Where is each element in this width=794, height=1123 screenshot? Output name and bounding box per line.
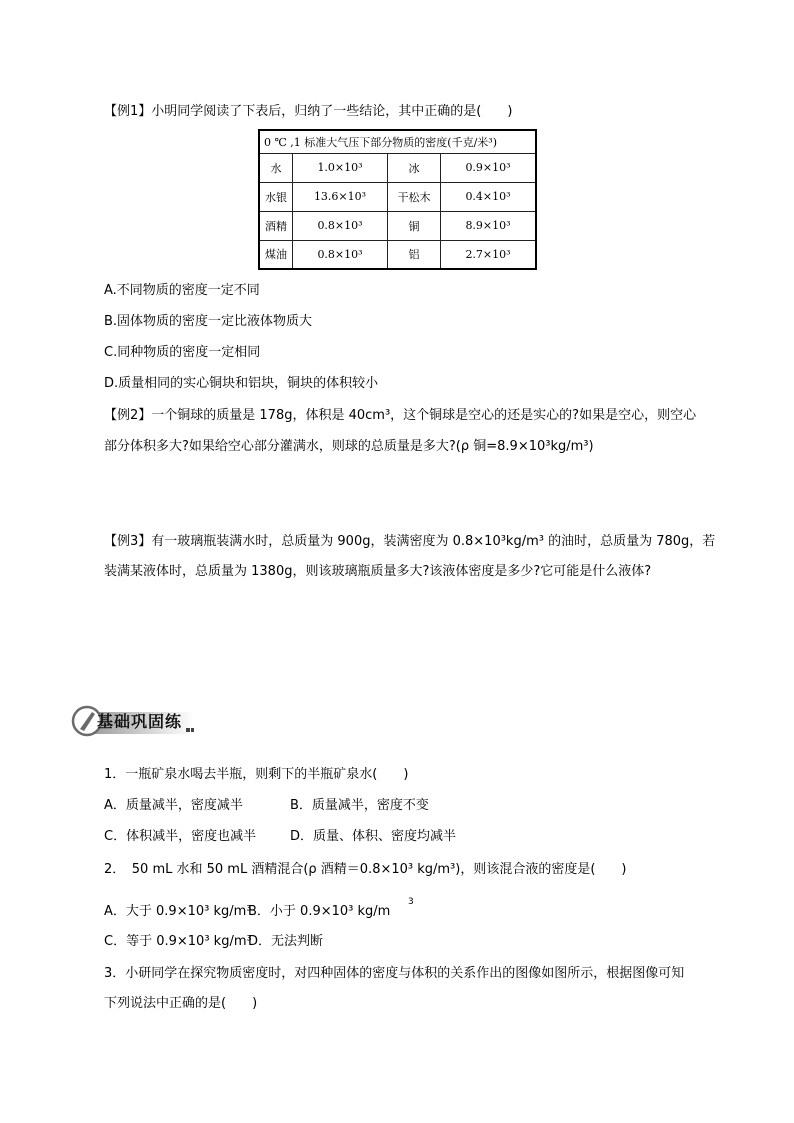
table-cell: 铝 xyxy=(388,240,441,269)
table-cell: 水 xyxy=(259,153,293,182)
table-cell: 13.6×10³ xyxy=(293,182,388,211)
density-table xyxy=(258,129,537,270)
option-d: D.质量相同的实心铜块和铝块，铜块的体积较小 xyxy=(104,376,379,391)
table-cell: 干松木 xyxy=(388,182,441,211)
q1-option-b: B．质量减半，密度不变 xyxy=(290,798,429,813)
q2-stem: 2． 50 mL 水和 50 mL 酒精混合(ρ 酒精＝0.8×10³ kg/m³)，则该混合液的密度是( ) xyxy=(104,862,627,877)
q2-option-d: D．无法判断 xyxy=(248,934,324,949)
q1-option-d: D．质量、体积、密度均减半 xyxy=(290,829,457,844)
table-cell: 0.8×10³ xyxy=(293,240,388,269)
table-row xyxy=(259,182,536,211)
q1-option-a: A．质量减半，密度减半 xyxy=(104,798,243,813)
example-1-question: 【例1】小明同学阅读了下表后，归纳了一些结论，其中正确的是( ) xyxy=(104,104,513,119)
table-cell: 酒精 xyxy=(259,211,293,240)
table-cell: 水银 xyxy=(259,182,293,211)
q2-option-b: B．小于 0.9×10³ kg/m xyxy=(248,904,391,919)
table-cell: 冰 xyxy=(388,153,441,182)
q2-option-c: C．等于 0.9×10³ kg/m³ xyxy=(104,934,252,949)
q3-line1: 3．小研同学在探究物质密度时，对四种固体的密度与体积的关系作出的图像如图所示，根据图像可知 xyxy=(104,966,685,981)
q1-stem: 1．一瓶矿泉水喝去半瓶，则剩下的半瓶矿泉水( ) xyxy=(104,767,409,782)
table-cell: 2.7×10³ xyxy=(441,240,537,269)
example-2-line2: 部分体积多大?如果给空心部分灌满水，则球的总质量是多大?(ρ 铜=8.9×10³kg/m³) xyxy=(104,439,594,454)
table-caption: 0 ℃ ,1 标准大气压下部分物质的密度(千克/米³) xyxy=(259,130,536,153)
example-3-line1: 【例3】有一玻璃瓶装满水时，总质量为 900g，装满密度为 0.8×10³kg/m³ 的油时，总质量为 780g，若 xyxy=(104,534,716,549)
q2-option-b-exponent: 3 xyxy=(408,897,414,907)
section-badge xyxy=(70,704,196,738)
table-cell: 0.4×10³ xyxy=(441,182,537,211)
table-cell: 煤油 xyxy=(259,240,293,269)
table-cell: 1.0×10³ xyxy=(293,153,388,182)
table-cell: 0.9×10³ xyxy=(441,153,537,182)
table-cell: 8.9×10³ xyxy=(441,211,537,240)
q3-line2: 下列说法中正确的是( ) xyxy=(104,996,258,1011)
option-a: A.不同物质的密度一定不同 xyxy=(104,283,260,298)
table-row xyxy=(259,211,536,240)
table-cell: 0.8×10³ xyxy=(293,211,388,240)
q1-option-c: C．体积减半，密度也减半 xyxy=(104,829,257,844)
q2-option-a: A．大于 0.9×10³ kg/m³ xyxy=(104,904,252,919)
table-row xyxy=(259,240,536,269)
section-title: 基础巩固练 xyxy=(97,712,183,731)
table-row xyxy=(259,153,536,182)
option-b: B.固体物质的密度一定比液体物质大 xyxy=(104,314,313,329)
example-2-line1: 【例2】一个铜球的质量是 178g，体积是 40cm³，这个铜球是空心的还是实心的?如果是空心，则空心 xyxy=(104,408,697,423)
example-3-line2: 装满某液体时，总质量为 1380g，则该玻璃瓶质量多大?该液体密度是多少?它可能是什么液体? xyxy=(104,564,652,579)
table-cell: 铜 xyxy=(388,211,441,240)
option-c: C.同种物质的密度一定相同 xyxy=(104,345,261,360)
